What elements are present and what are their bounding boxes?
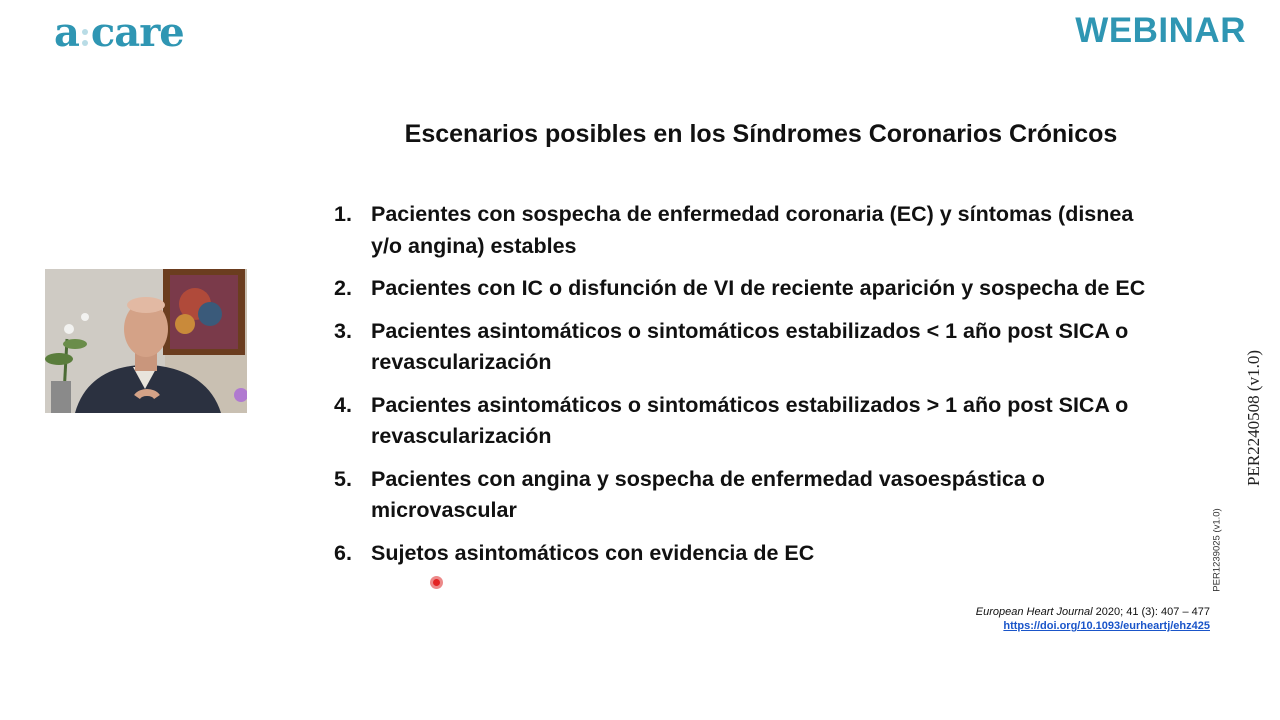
scenario-item [334,538,1154,570]
scenario-text: Pacientes con sospecha de enfermedad coronaria (EC) y síntomas (disnea y/o angina) estables [371,202,1134,258]
scenario-number: 6. [334,540,352,565]
scenario-item [334,464,1154,527]
presenter-video-icon [45,269,247,413]
scenario-number: 1. [334,202,352,226]
scenario-number: 4. [334,392,352,417]
acare-logo [54,10,184,56]
scenario-item [334,390,1154,453]
logo-right-text: care [90,9,184,56]
scenario-number: 2. [334,276,352,300]
reference-journal: European Heart Journal [975,606,1093,618]
scenario-text: Sujetos asintomáticos con evidencia de EC [371,540,815,565]
logo-left-text: a [54,9,79,56]
reference-doi-link[interactable]: https://doi.org/10.1093/eurheartj/ehz425 [1003,620,1210,632]
scenario-number: 3. [334,318,352,343]
laser-pointer-icon [430,576,443,589]
scenario-text: Pacientes asintomáticos o sintomáticos estabilizados < 1 año post SICA o revascularización [371,318,1129,374]
slide-code: PER1239025 (v1.0) [1211,508,1223,592]
reference-details: 2020; 41 (3): 407 – 477 [1092,606,1210,618]
scenario-list [334,199,1154,580]
logo-dots-icon [82,21,88,46]
scenario-text: Pacientes asintomáticos o sintomáticos estabilizados > 1 año post SICA o revascularización [371,392,1129,448]
scenario-item [334,316,1154,379]
scenario-text: Pacientes con angina y sospecha de enfermedad vasoespástica o microvascular [371,466,1045,522]
scenario-item [334,199,1154,262]
scenario-item [334,273,1154,305]
scenario-text: Pacientes con IC o disfunción de VI de reciente aparición y sospecha de EC [371,276,1146,300]
presenter-webcam [45,269,247,413]
scenario-number: 5. [334,466,352,491]
slide-title: Escenarios posibles en los Síndromes Coronarios Crónicos [404,120,1118,148]
document-code: PER2240508 (v1.0) [1244,350,1263,486]
reference-citation [976,605,1210,633]
webinar-label: WEBINAR [1075,11,1246,50]
